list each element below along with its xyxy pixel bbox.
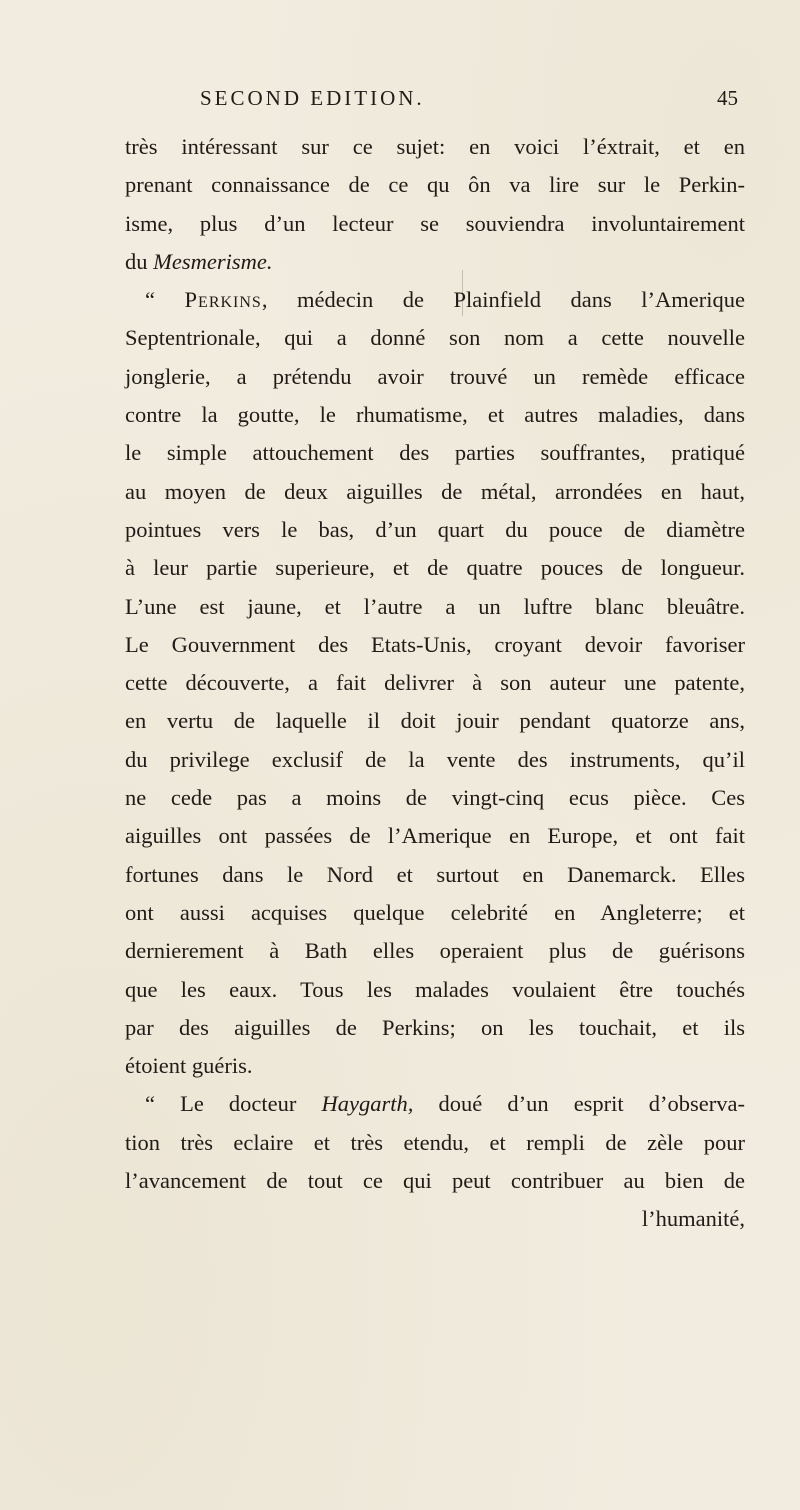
text-line: très intéressant sur ce sujet: en voici l’éxtrait, et en	[125, 134, 745, 159]
text-line: au moyen de deux aiguilles de métal, arrondées en haut,	[125, 478, 745, 504]
name-perkins: Perkins	[184, 287, 262, 313]
text-line: isme, plus d’un lecteur se souviendra involuntairement	[125, 210, 745, 236]
text-span: “ Le docteur	[145, 1091, 322, 1117]
text-line: ne cede pas a moins de vingt-cinq ecus pièce. Ces	[125, 785, 745, 811]
page-header	[0, 86, 800, 116]
text-line: dernierement à Bath elles operaient plus de guérisons	[125, 938, 745, 964]
text-line: à leur partie superieure, et de quatre pouces de longueur.	[125, 555, 745, 581]
text-line: par des aiguilles de Perkins; on les touchait, et ils	[125, 1014, 745, 1040]
text-line	[125, 1085, 745, 1123]
name-haygarth: Haygarth,	[321, 1091, 414, 1117]
text-span: doué d’un esprit d’observa-	[413, 1091, 745, 1117]
text-line: Septentrionale, qui a donné son nom a cette nouvelle	[125, 325, 745, 351]
text-line: étoient guéris.	[125, 1053, 253, 1079]
text-line: cette découverte, a fait delivrer à son auteur une patente,	[125, 670, 745, 696]
body-text	[125, 128, 745, 1239]
text-span: du	[125, 248, 154, 274]
text-line: tion très eclaire et très etendu, et rempli de zèle pour	[125, 1129, 745, 1155]
text-line: que les eaux. Tous les malades voulaient être touchés	[125, 976, 745, 1002]
running-head: SECOND EDITION.	[200, 86, 425, 110]
text-line: en vertu de laquelle il doit jouir pendant quatorze ans,	[125, 708, 745, 734]
text-span: , médecin de Plainfield dans l’Amerique	[261, 287, 745, 313]
text-line: ont aussi acquises quelque celebrité en Angleterre; et	[125, 899, 745, 925]
text-line: Le Gouvernment des Etats-Unis, croyant devoir favoriser	[125, 631, 745, 657]
open-quote: “	[145, 287, 185, 313]
text-line: l’avancement de tout ce qui peut contribuer au bien de	[125, 1168, 745, 1194]
text-line	[125, 281, 745, 319]
text-line: prenant connaissance de ce qu ôn va lire sur le Perkin-	[125, 172, 745, 198]
text-line: pointues vers le bas, d’un quart du pouce de diamètre	[125, 516, 745, 542]
text-line: contre la goutte, le rhumatisme, et autres maladies, dans	[125, 402, 745, 428]
text-line: L’une est jaune, et l’autre a un luftre blanc bleuâtre.	[125, 593, 745, 619]
text-line: aiguilles ont passées de l’Amerique en Europe, et ont fait	[125, 823, 745, 849]
text-line	[125, 243, 745, 281]
text-line: fortunes dans le Nord et surtout en Danemarck. Elles	[125, 861, 745, 887]
text-line: jonglerie, a prétendu avoir trouvé un remède efficace	[125, 363, 745, 389]
text-line: le simple attouchement des parties souffrantes, pratiqué	[125, 440, 745, 466]
catchword-line: l’humanité,	[641, 1206, 745, 1232]
emphasis-term: Mesmerisme.	[153, 248, 273, 274]
page-number: 45	[717, 86, 738, 110]
text-line: du privilege exclusif de la vente des instruments, qu’il	[125, 746, 745, 772]
